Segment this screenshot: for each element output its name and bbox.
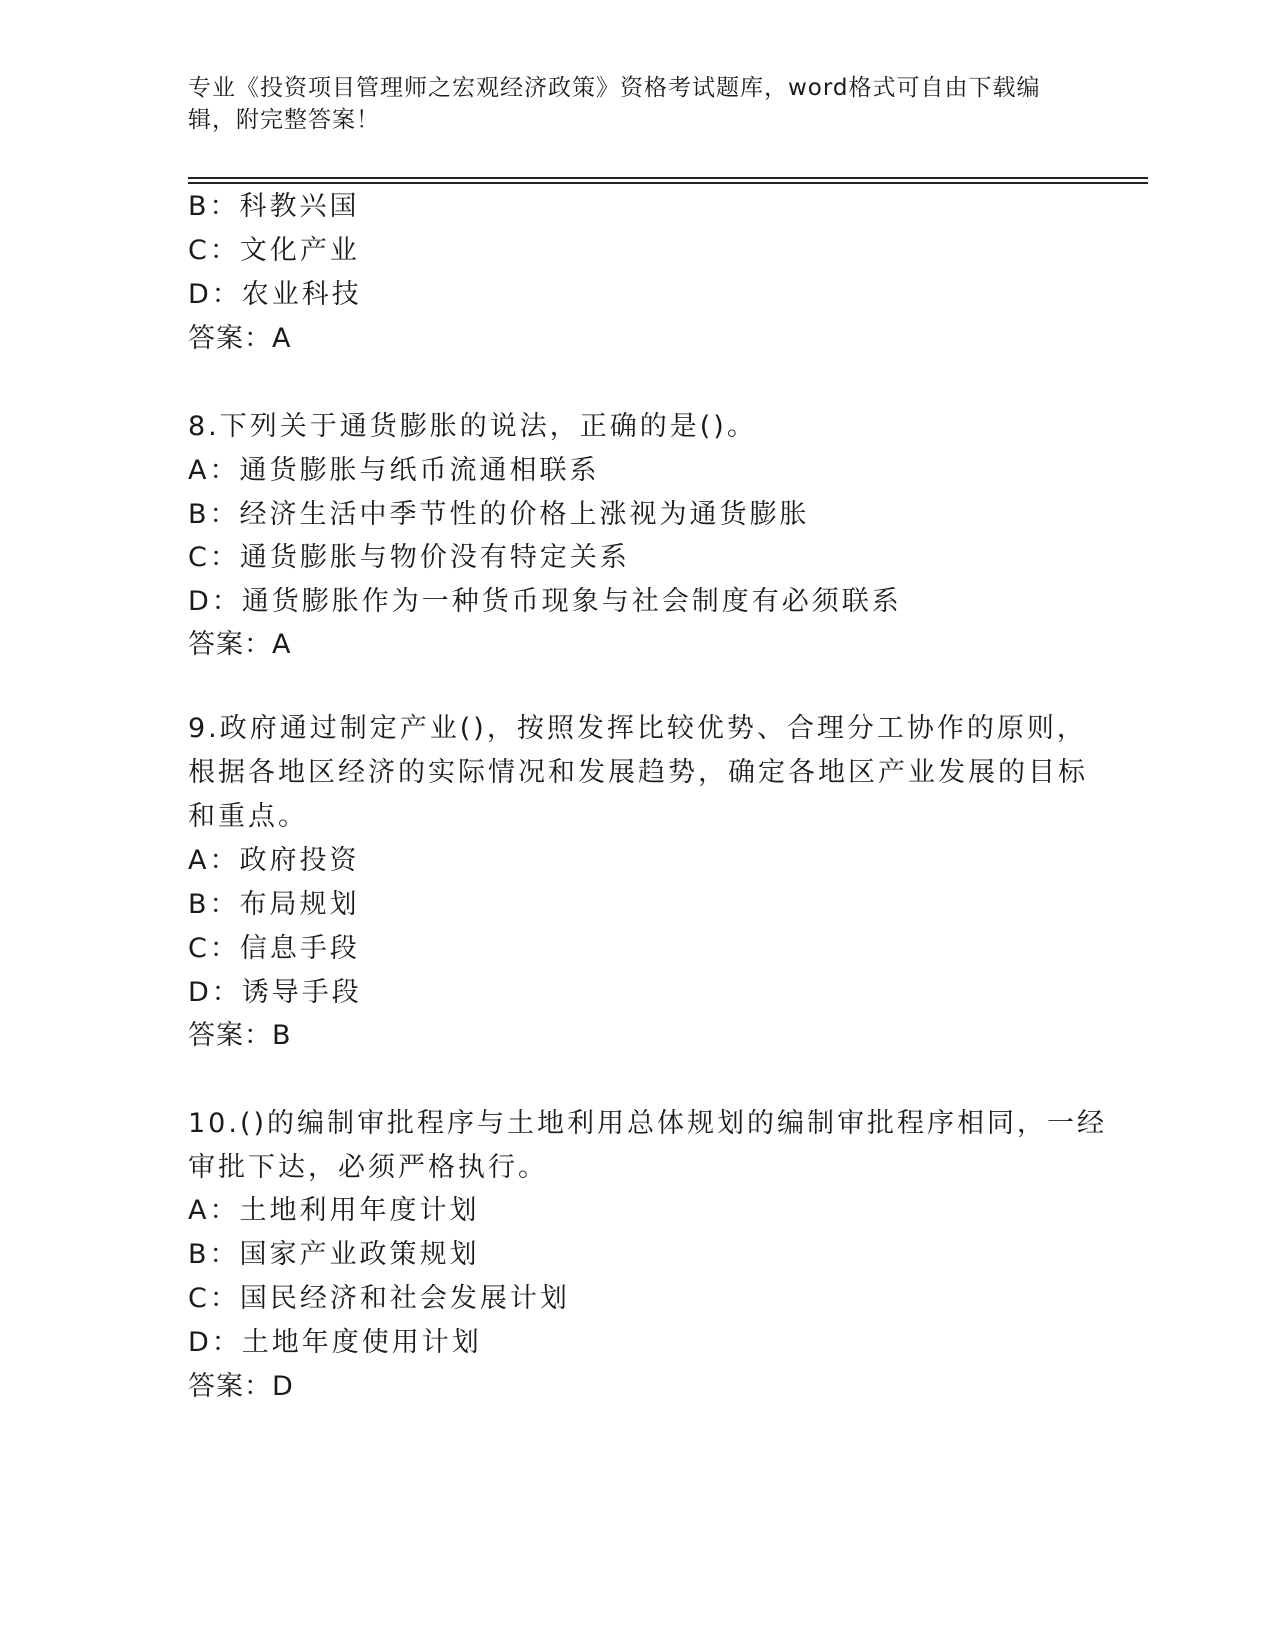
option-c: C：信息手段 bbox=[188, 933, 360, 964]
question-stem: 10.()的编制审批程序与土地利用总体规划的编制审批程序相同，一经 bbox=[188, 1108, 1108, 1139]
option-b: B：科教兴国 bbox=[188, 191, 360, 222]
option-d: D：土地年度使用计划 bbox=[188, 1327, 482, 1358]
option-c: C：通货膨胀与物价没有特定关系 bbox=[188, 542, 630, 573]
answer: 答案：A bbox=[188, 323, 292, 354]
option-c: C：文化产业 bbox=[188, 235, 360, 266]
option-b: B：布局规划 bbox=[188, 889, 360, 920]
option-d: D：通货膨胀作为一种货币现象与社会制度有必须联系 bbox=[188, 586, 902, 617]
question-stem: 根据各地区经济的实际情况和发展趋势，确定各地区产业发展的目标 bbox=[188, 757, 1088, 788]
option-d: D：诱导手段 bbox=[188, 977, 362, 1008]
option-d: D：农业科技 bbox=[188, 279, 362, 310]
header-rule-top bbox=[188, 177, 1148, 179]
option-a: A：通货膨胀与纸币流通相联系 bbox=[188, 455, 600, 486]
document-header: 专业《投资项目管理师之宏观经济政策》资格考试题库，word格式可自由下载编辑，附完整答案！ bbox=[188, 75, 1041, 133]
option-a: A：土地利用年度计划 bbox=[188, 1195, 480, 1226]
answer: 答案：A bbox=[188, 629, 292, 660]
question-stem: 9.政府通过制定产业()，按照发挥比较优势、合理分工协作的原则， bbox=[188, 713, 1087, 744]
question-stem: 8.下列关于通货膨胀的说法，正确的是()。 bbox=[188, 411, 757, 442]
option-c: C：国民经济和社会发展计划 bbox=[188, 1283, 570, 1314]
question-stem: 和重点。 bbox=[188, 801, 308, 832]
option-b: B：国家产业政策规划 bbox=[188, 1239, 480, 1270]
option-b: B：经济生活中季节性的价格上涨视为通货膨胀 bbox=[188, 499, 810, 530]
option-a: A：政府投资 bbox=[188, 845, 360, 876]
answer: 答案：B bbox=[188, 1020, 292, 1051]
answer: 答案：D bbox=[188, 1371, 294, 1402]
question-stem: 审批下达，必须严格执行。 bbox=[188, 1152, 548, 1183]
